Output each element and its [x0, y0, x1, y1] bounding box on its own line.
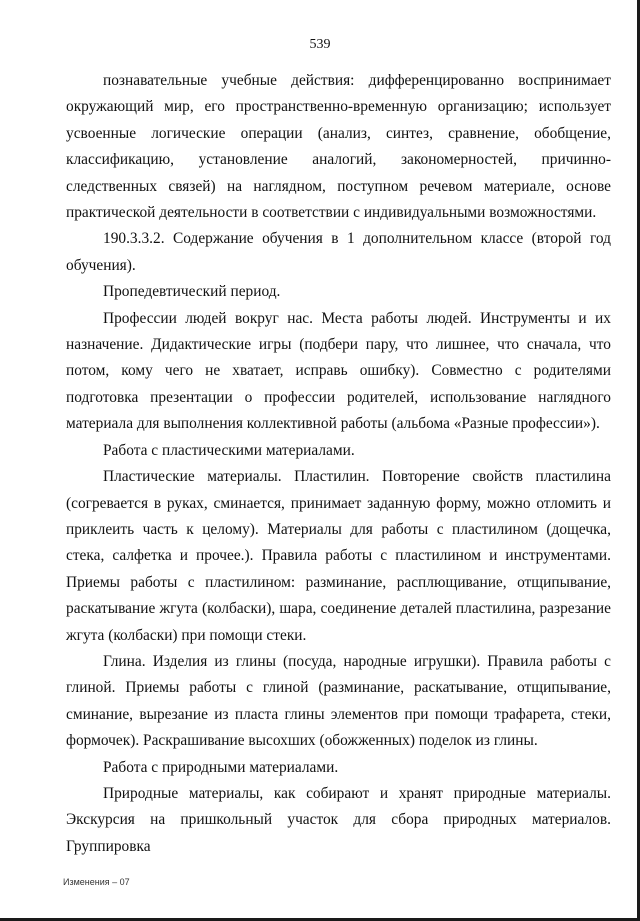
paragraph-natural-materials: Природные материалы, как собирают и хранят природные материалы. Экскурсия на пришкольный участок для сбора природных материалов. Группировка — [66, 784, 611, 855]
paragraph-professions: Профессии людей вокруг нас. Места работы людей. Инструменты и их назначение. Дидактические игры (подбери пару, что лишнее, что сначала, что потом, кому чего не хватает, исправь ошибку). Совместно с родителями подготовка презентации о профессии родителей, использование наглядного материала для выполнения коллективной работы (альбома «Разные профессии»). — [66, 309, 611, 433]
document-body — [66, 68, 611, 860]
page-number: 539 — [309, 37, 331, 52]
paragraph-propaedeutic-period: Пропедевтический период. — [103, 283, 281, 301]
paragraph-natural-materials-heading: Работа с природными материалами. — [103, 758, 339, 776]
paragraph-plastic-materials-heading: Работа с пластическими материалами. — [103, 441, 355, 459]
paragraph-clay: Глина. Изделия из глины (посуда, народные игрушки). Правила работы с глиной. Приемы работы с глиной (разминание, раскатывание, отщипывание, сминание, вырезание из пласта глины элементов при помощи трафарета, стеки, формочек). Раскрашивание высохших (обожженных) поделок из глины. — [66, 652, 611, 750]
paragraph-learning-actions: познавательные учебные действия: дифференцированно воспринимает окружающий мир, его пространственно-временную организацию; использует усвоенные логические операции (анализ, синтез, сравнение, обобщение, классификацию, установление аналогий, закономерностей, причинно-следственных связей) на наглядном, поступном речевом материале, основе практической деятельности в соответствии с индивидуальными возможностями. — [66, 72, 611, 222]
paragraph-plasticine: Пластические материалы. Пластилин. Повторение свойств пластилина (согревается в руках, сминается, принимает заданную форму, можно отломить и приклеить часть к целому). Материалы для работы с пластилином (дощечка, стека, салфетка и прочее.). Правила работы с пластилином и инструментами. Приемы работы с пластилином: разминание, расплющивание, отщипывание, раскатывание жгута (колбаски), шара, соединение деталей пластилина, разрезание жгута (колбаски) при помощи стеки. — [66, 468, 611, 644]
paragraph-section-heading: 190.3.3.2. Содержание обучения в 1 дополнительном классе (второй год обучения). — [66, 230, 611, 274]
footer-note: Изменения – 07 — [63, 877, 130, 887]
